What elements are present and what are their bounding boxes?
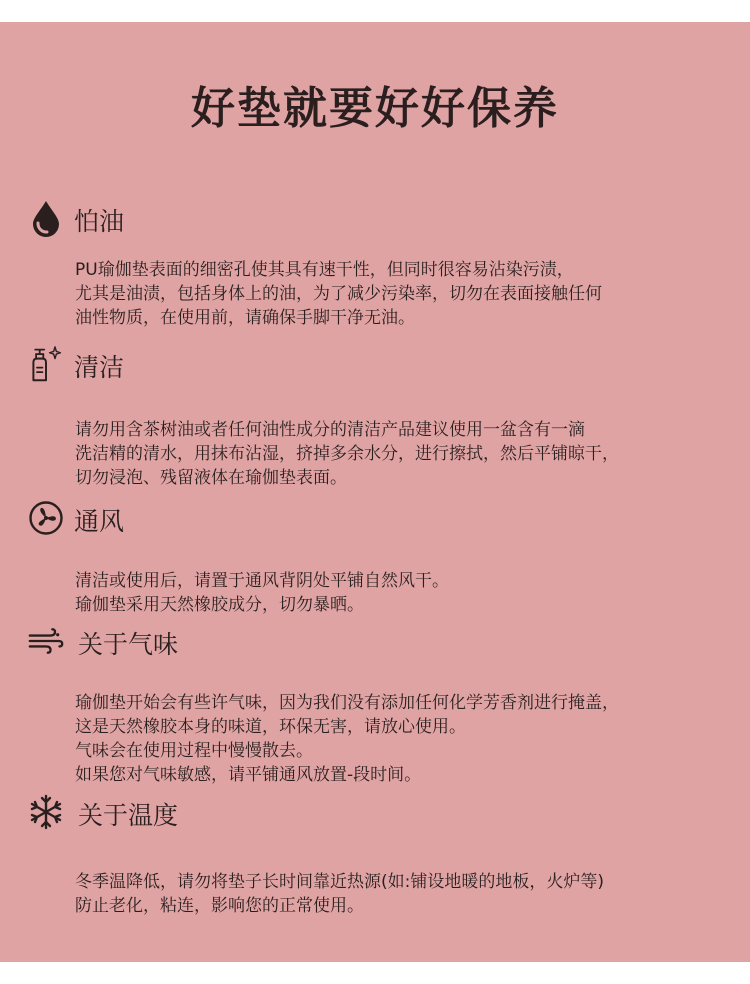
section-body bbox=[75, 569, 725, 617]
body-line: 防止老化，粘连，影响您的正常使用。 bbox=[75, 896, 364, 916]
section-title: 通风 bbox=[74, 507, 125, 536]
oil-drop-icon bbox=[28, 198, 64, 238]
section-body bbox=[75, 870, 725, 918]
care-panel bbox=[0, 22, 750, 962]
body-line: 瑜伽垫开始会有些许气味，因为我们没有添加任何化学芳香剂进行掩盖， bbox=[75, 693, 619, 713]
body-line: PU瑜伽垫表面的细密孔使其具有速干性，但同时很容易沾染污渍， bbox=[75, 260, 574, 280]
body-line: 切勿浸泡、残留液体在瑜伽垫表面。 bbox=[75, 468, 347, 488]
section-title: 关于气味 bbox=[78, 630, 179, 659]
section-title: 怕油 bbox=[74, 207, 125, 236]
body-line: 如果您对气味敏感，请平铺通风放置-段时间。 bbox=[75, 765, 422, 785]
page-title: 好垫就要好好保养 bbox=[191, 83, 559, 134]
body-line: 油性物质，在使用前，请确保手脚干净无油。 bbox=[75, 308, 415, 328]
body-line: 瑜伽垫采用天然橡胶成分，切勿暴晒。 bbox=[75, 595, 364, 615]
section-title: 清洁 bbox=[74, 353, 125, 382]
body-line: 清洁或使用后，请置于通风背阴处平铺自然风干。 bbox=[75, 571, 449, 591]
section-body bbox=[75, 258, 725, 330]
fan-icon bbox=[28, 498, 64, 538]
section-title: 关于温度 bbox=[78, 801, 179, 830]
section-body bbox=[75, 418, 725, 490]
body-line: 请勿用含茶树油或者任何油性成分的清洁产品建议使用一盆含有一滴 bbox=[75, 420, 585, 440]
wind-icon bbox=[28, 621, 64, 661]
body-line: 这是天然橡胶本身的味道，环保无害，请放心使用。 bbox=[75, 717, 466, 737]
body-line: 冬季温降低，请勿将垫子长时间靠近热源(如:铺设地暖的地板，火炉等) bbox=[75, 872, 604, 892]
body-line: 气味会在使用过程中慢慢散去。 bbox=[75, 741, 313, 761]
body-line: 洗洁精的清水，用抹布沾湿，挤掉多余水分，进行擦拭，然后平铺晾干， bbox=[75, 444, 619, 464]
snowflake-icon bbox=[28, 792, 64, 832]
body-line: 尤其是油渍，包括身体上的油，为了减少污染率，切勿在表面接触任何 bbox=[75, 284, 602, 304]
section-body bbox=[75, 691, 725, 787]
soap-bottle-icon bbox=[28, 344, 64, 384]
